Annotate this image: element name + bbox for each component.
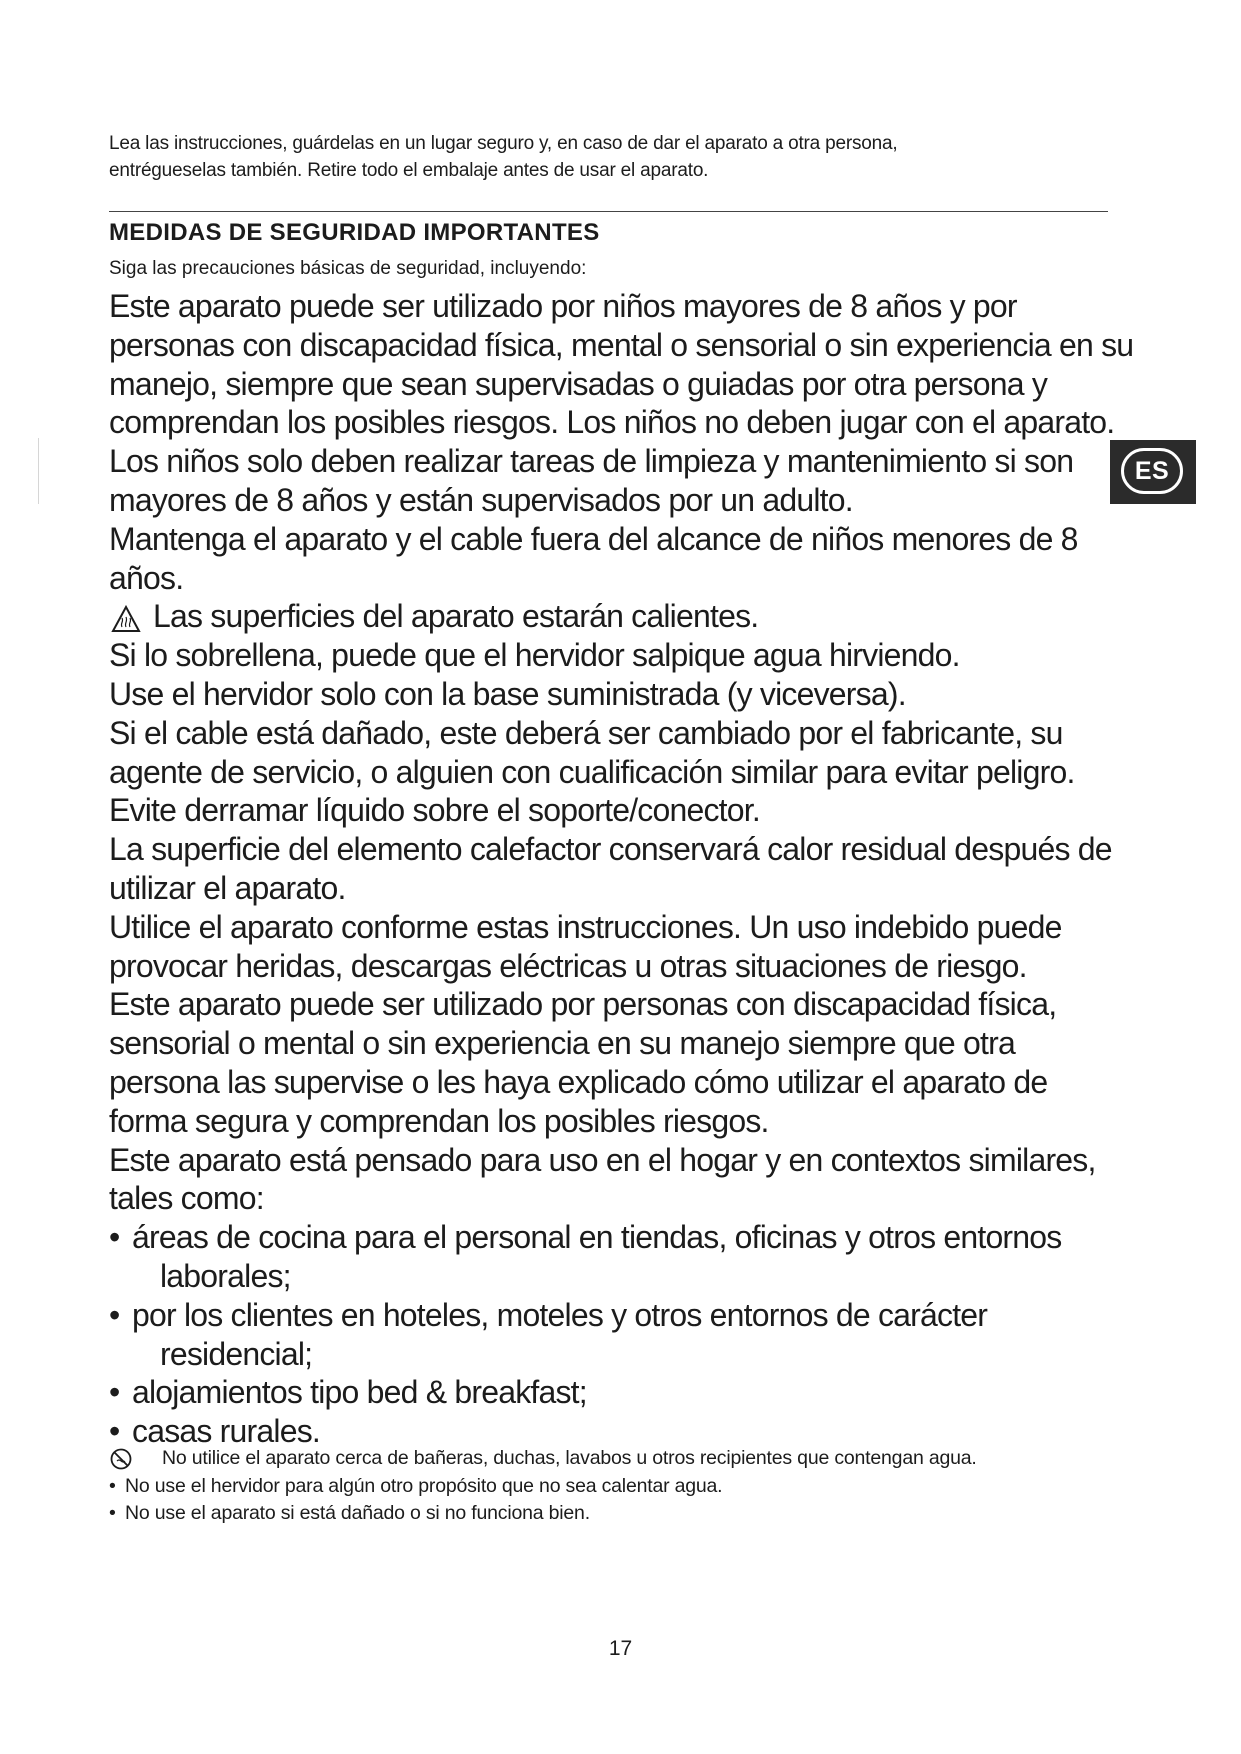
list-item (109, 1473, 1139, 1501)
margin-mark (38, 438, 39, 504)
instruction-paragraph (109, 714, 1139, 792)
text-line: Los niños solo deben realizar tareas de limpieza y mantenimiento si son (109, 443, 1074, 480)
text-line: personas con discapacidad física, mental o sensorial o sin experiencia en su (109, 326, 1134, 363)
text-line: Este aparato está pensado para uso en el hogar y en contextos similares, (109, 1141, 1096, 1178)
instruction-paragraph (109, 1141, 1139, 1219)
text-line: por los clientes en hoteles, moteles y otros entornos de carácter (132, 1296, 988, 1333)
hot-surface-warning (109, 597, 1139, 636)
instruction-paragraph: Si lo sobrellena, puede que el hervidor salpique agua hirviendo. (109, 637, 960, 674)
text-line: agente de servicio, o alguien con cualificación similar para evitar peligro. (109, 753, 1075, 790)
list-item (109, 1218, 1139, 1296)
text-line: laborales; (160, 1257, 291, 1294)
page-number: 17 (608, 1637, 633, 1660)
text-line: tales como: (109, 1180, 264, 1217)
instruction-paragraph: Evite derramar líquido sobre el soporte/conector. (109, 792, 760, 829)
additional-warnings (109, 1445, 1139, 1528)
intro-line: entrégueselas también. Retire todo el embalaje antes de usar el aparato. (109, 160, 709, 181)
instruction-paragraph (109, 985, 1139, 1140)
hot-surface-warning-icon (111, 603, 141, 631)
instruction-paragraph (109, 830, 1139, 908)
bullet-icon: • (109, 1474, 116, 1497)
language-tab (1110, 440, 1196, 504)
text-line: persona las supervise o les haya explicado cómo utilizar el aparato de (109, 1063, 1048, 1100)
text-line: años. (109, 559, 184, 596)
bullet-icon: • (109, 1413, 120, 1450)
text-line: forma segura y comprendan los posibles riesgos. (109, 1102, 769, 1139)
no-water-prohibited-icon (110, 1448, 132, 1470)
instruction-paragraph (109, 442, 1139, 520)
text-line: mayores de 8 años y están supervisados por un adulto. (109, 481, 853, 518)
intro-text (109, 130, 1109, 184)
text-line: No utilice el aparato cerca de bañeras, duchas, lavabos u otros recipientes que contengan agua. (162, 1447, 977, 1469)
text-line: utilizar el aparato. (109, 869, 346, 906)
list-item (109, 1296, 1139, 1374)
text-line: Las superficies del aparato estarán calientes. (153, 598, 759, 635)
text-line: residencial; (160, 1335, 313, 1372)
bullet-icon: • (109, 1374, 120, 1411)
text-line: alojamientos tipo bed & breakfast; (132, 1374, 587, 1411)
text-line: áreas de cocina para el personal en tiendas, oficinas y otros entornos (132, 1219, 1062, 1256)
instruction-paragraph: Use el hervidor solo con la base suministrada (y viceversa). (109, 675, 906, 712)
instruction-paragraph (109, 287, 1139, 442)
text-line: La superficie del elemento calefactor conservará calor residual después de (109, 831, 1112, 868)
text-line: No use el aparato si está dañado o si no funciona bien. (125, 1502, 590, 1524)
text-line: No use el hervidor para algún otro propósito que no sea calentar agua. (125, 1474, 723, 1497)
list-item (109, 1500, 1139, 1528)
text-line: Este aparato puede ser utilizado por niños mayores de 8 años y por (109, 288, 1017, 324)
text-line: Si el cable está dañado, este deberá ser cambiado por el fabricante, su (109, 714, 1063, 751)
list-item (109, 1373, 1139, 1412)
bullet-icon: • (109, 1502, 116, 1524)
text-line: provocar heridas, descargas eléctricas u otras situaciones de riesgo. (109, 947, 1027, 984)
instruction-paragraph (109, 520, 1139, 598)
section-divider (109, 211, 1108, 212)
section-subheading: Siga las precauciones básicas de seguridad, incluyendo: (109, 258, 587, 279)
text-line: casas rurales. (132, 1413, 320, 1450)
text-line: Utilice el aparato conforme estas instrucciones. Un uso indebido puede (109, 908, 1062, 945)
bullet-icon: • (109, 1219, 120, 1256)
language-badge: ES (1121, 448, 1183, 494)
text-line: manejo, siempre que sean supervisadas o guiadas por otra persona y (109, 365, 1048, 402)
instruction-paragraph (109, 908, 1139, 986)
text-line: comprendan los posibles riesgos. Los niños no deben jugar con el aparato. (109, 404, 1115, 441)
safety-instructions (109, 287, 1139, 1451)
text-line: sensorial o mental o sin experiencia en su manejo siempre que otra (109, 1025, 1015, 1062)
section-heading: MEDIDAS DE SEGURIDAD IMPORTANTES (109, 219, 600, 246)
text-line: Este aparato puede ser utilizado por personas con discapacidad física, (109, 986, 1057, 1023)
text-line: Mantenga el aparato y el cable fuera del alcance de niños menores de 8 (109, 520, 1078, 557)
prohibited-warning (109, 1445, 1139, 1473)
bullet-icon: • (109, 1296, 120, 1333)
intro-line: Lea las instrucciones, guárdelas en un lugar seguro y, en caso de dar el aparato a otra persona, (109, 133, 898, 154)
